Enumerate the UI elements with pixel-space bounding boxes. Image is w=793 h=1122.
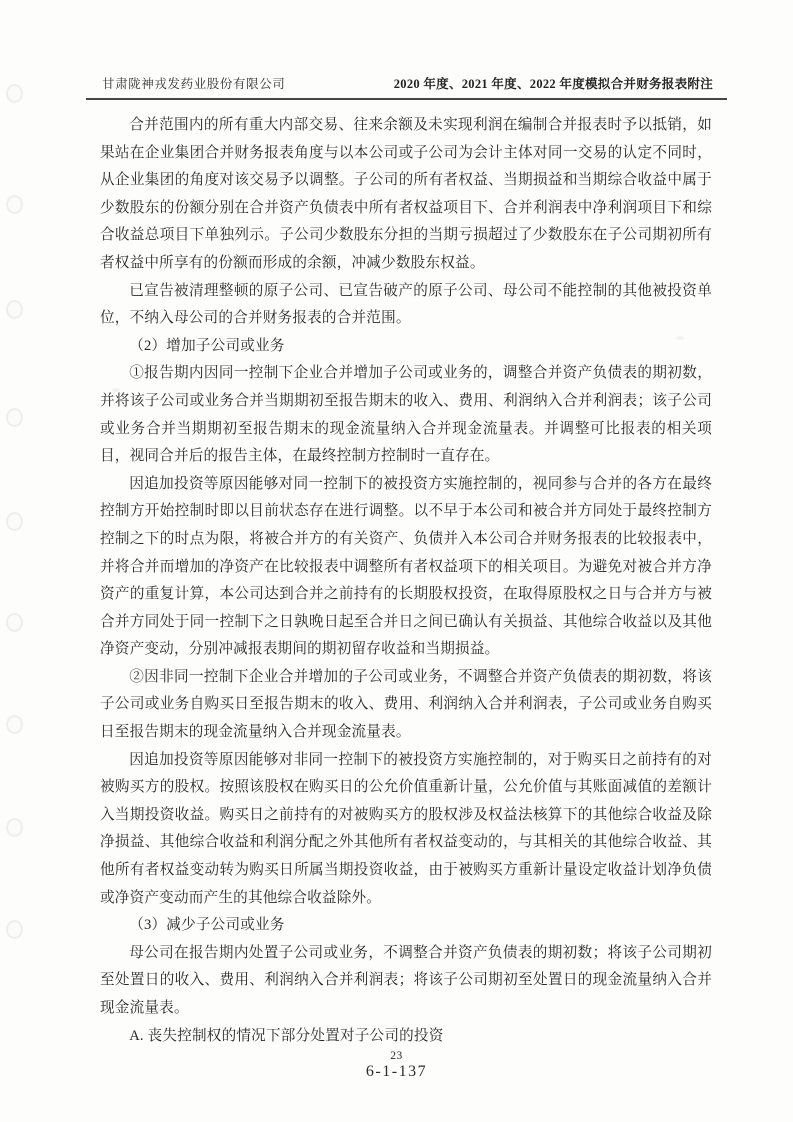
page-footer bbox=[0, 1050, 793, 1081]
document-body bbox=[100, 112, 712, 1050]
paragraph-non-same-control-merger: ②因非同一控制下企业合并增加的子公司或业务，不调整合并资产负债表的期初数，将该子公司或业务自购买日至报告期末的收入、费用、利润纳入合并利润表，子公司或业务自购买日至报告期末的现金流量纳入合并现金流量表。 bbox=[100, 668, 712, 741]
heading-add-subsidiary: （2）增加子公司或业务 bbox=[129, 337, 285, 354]
page-number: 23 bbox=[390, 1050, 403, 1062]
company-name: 甘肃陇神戎发药业股份有限公司 bbox=[102, 77, 286, 91]
page-header bbox=[86, 74, 727, 100]
binding-hole-mark bbox=[6, 715, 23, 734]
heading-partial-disposal-loss-of-control: A. 丧失控制权的情况下部分处置对子公司的投资 bbox=[129, 1027, 444, 1044]
paragraph-additional-investment-same-control: 因追加投资等原因能够对同一控制下的被投资方实施控制的，视同参与合并的各方在最终控制方开始控制时即以目前状态存在进行调整。以不早于本公司和被合并方同处于最终控制方控制之下的时点为限，将被合并方的有关资产、负债并入本公司合并财务报表的比较报表中，并将合并而增加的净资产在比较报表中调整所有者权益项下的相关项目。为避免对被合并方净资产的重复计算，本公司达到合并之前持有的长期股权投资，在取得原股权之日与合并方与被合并方同处于同一控制下之日孰晚日起至合并日之间已确认有关损益、其他综合收益以及其他净资产变动，分别冲减报表期间的期初留存收益和当期损益。 bbox=[100, 475, 712, 658]
paragraph-additional-investment-non-same-control: 因追加投资等原因能够对非同一控制下的被投资方实施控制的，对于购买日之前持有的对被购买方的股权。按照该股权在购买日的公允价值重新计量，公允价值与其账面减值的差额计入当期投资收益。购买日之前持有的对被购买方的股权涉及权益法核算下的其他综合收益及除净损益、其他综合收益和利润分配之外其他所有者权益变动的，与其相关的其他综合收益、其他所有者权益变动转为购买日所属当期投资收益，由于被购买方重新计量设定收益计划净负债或净资产变动而产生的其他综合收益除外。 bbox=[100, 751, 712, 906]
report-title: 2020 年度、2021 年度、2022 年度模拟合并财务报表附注 bbox=[393, 77, 713, 91]
paragraph-same-control-merger: ①报告期内因同一控制下企业合并增加子公司或业务的，调整合并资产负债表的期初数，并将该子公司或业务合并当期期初至报告期末的收入、费用、利润纳入合并利润表；该子公司或业务合并当期期初至报告期末的现金流量纳入合并现金流量表。并调整可比报表的相关项目，视同合并后的报告主体，在最终控制方控制时一直存在。 bbox=[100, 365, 712, 465]
binding-hole-mark bbox=[6, 408, 23, 427]
paragraph-excluded-subsidiaries: 已宣告被清理整顿的原子公司、已宣告破产的原子公司、母公司不能控制的其他被投资单位，不纳入母公司的合并财务报表的合并范围。 bbox=[100, 282, 712, 327]
binding-hole-mark bbox=[6, 512, 23, 531]
paragraph-consolidation-elimination: 合并范围内的所有重大内部交易、往来余额及未实现利润在编制合并报表时予以抵销，如果站在企业集团合并财务报表角度与以本公司或子公司为会计主体对同一交易的认定不同时，从企业集团的角度对该交易予以调整。子公司的所有者权益、当期损益和当期综合收益中属于少数股东的份额分别在合并资产负债表中所有者权益项目下、合并利润表中净利润项目下和综合收益总项目下单独列示。子公司少数股东分担的当期亏损超过了少数股东在子公司期初所有者权益中所享有的份额而形成的余额，冲减少数股东权益。 bbox=[100, 117, 712, 271]
paragraph-disposal-subsidiary: 母公司在报告期内处置子公司或业务，不调整合并资产负债表的期初数；将该子公司期初至处置日的收入、费用、利润纳入合并利润表；将该子公司期初至处置日的现金流量纳入合并现金流量表。 bbox=[100, 944, 712, 1016]
document-code: 6-1-137 bbox=[365, 1063, 428, 1080]
binding-hole-mark bbox=[6, 613, 23, 632]
heading-reduce-subsidiary: （3）减少子公司或业务 bbox=[129, 917, 285, 934]
binding-hole-mark bbox=[6, 920, 23, 939]
binding-hole-mark bbox=[6, 195, 23, 214]
binding-hole-mark bbox=[6, 84, 23, 103]
binding-hole-mark bbox=[6, 300, 23, 319]
binding-hole-mark bbox=[6, 818, 23, 837]
